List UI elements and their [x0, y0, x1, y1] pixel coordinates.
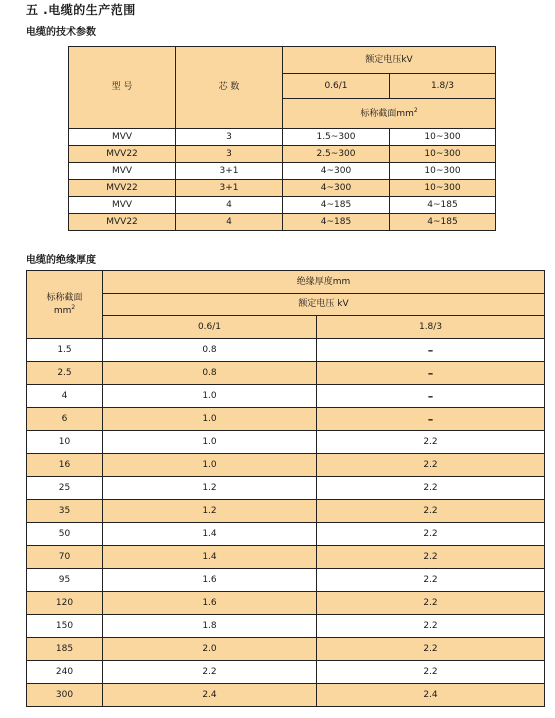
header-cores: 芯 数 [176, 47, 283, 129]
cell-area: 150 [27, 615, 103, 638]
cell-b: 10~300 [390, 146, 496, 163]
cell-model: MVV22 [69, 146, 176, 163]
cell-b: 2.2 [317, 592, 545, 615]
cell-cores: 4 [176, 214, 283, 231]
header-voltage: 额定电压kV [283, 47, 496, 74]
cell-b: 2.2 [317, 638, 545, 661]
table-row [27, 638, 545, 661]
table-row [27, 546, 545, 569]
table-row [69, 129, 496, 146]
cell-area: 2.5 [27, 362, 103, 385]
cell-model: MVV [69, 197, 176, 214]
section-title: 五 .电缆的生产范围 [26, 3, 136, 17]
cell-model: MVV [69, 129, 176, 146]
cell-model: MVV [69, 163, 176, 180]
tech-params-table [68, 46, 496, 231]
cell-b: 2.2 [317, 615, 545, 638]
cell-area: 10 [27, 431, 103, 454]
cell-cores: 3 [176, 129, 283, 146]
header-area: 标称截面$mm^2$ [283, 99, 496, 129]
cell-b: 2.2 [317, 454, 545, 477]
table-row [69, 197, 496, 214]
table-row [69, 163, 496, 180]
cell-area: 240 [27, 661, 103, 684]
table-row [27, 339, 545, 362]
header-voltage-1-8: 1.8/3 [390, 74, 496, 99]
cell-area: 35 [27, 500, 103, 523]
cell-a: 2.0 [103, 638, 317, 661]
cell-area: 50 [27, 523, 103, 546]
table-row [27, 408, 545, 431]
table-row [27, 592, 545, 615]
cell-a: 2.4 [103, 684, 317, 707]
cell-area: 70 [27, 546, 103, 569]
cell-a: 1.5~300 [283, 129, 390, 146]
cell-b: 10~300 [390, 129, 496, 146]
cell-b: 10~300 [390, 163, 496, 180]
cell-a: 1.6 [103, 569, 317, 592]
cell-area: 185 [27, 638, 103, 661]
header-voltage-0-6: 0.6/1 [283, 74, 390, 99]
header-model: 型 号 [69, 47, 176, 129]
cell-a: 4~300 [283, 163, 390, 180]
table-row [27, 661, 545, 684]
table-row [27, 523, 545, 546]
cell-a: 4~300 [283, 180, 390, 197]
cell-area: 120 [27, 592, 103, 615]
cell-b: 10~300 [390, 180, 496, 197]
cell-b: 2.2 [317, 500, 545, 523]
cell-b: 4~185 [390, 214, 496, 231]
cell-a: 0.8 [103, 362, 317, 385]
cell-cores: 3+1 [176, 180, 283, 197]
cell-b: 2.2 [317, 431, 545, 454]
cell-model: MVV22 [69, 214, 176, 231]
cell-b: – [317, 339, 545, 362]
header-voltage: 额定电压 kV [103, 294, 545, 316]
cell-a: 1.2 [103, 477, 317, 500]
cell-b: 2.2 [317, 569, 545, 592]
cell-b: 2.2 [317, 477, 545, 500]
insulation-thickness-table [26, 270, 545, 707]
cell-b: 2.2 [317, 523, 545, 546]
cell-a: 0.8 [103, 339, 317, 362]
cell-b: – [317, 362, 545, 385]
cell-a: 1.4 [103, 523, 317, 546]
cell-area: 25 [27, 477, 103, 500]
header-nominal-area: 标称截面 $mm^2$ [27, 271, 103, 339]
cell-b: – [317, 408, 545, 431]
header-voltage-1-8: 1.8/3 [317, 316, 545, 339]
table-row [27, 454, 545, 477]
cell-a: 1.8 [103, 615, 317, 638]
table-row [27, 684, 545, 707]
table-row [27, 615, 545, 638]
cell-model: MVV22 [69, 180, 176, 197]
table-row [27, 569, 545, 592]
cell-cores: 3+1 [176, 163, 283, 180]
cell-b: 4~185 [390, 197, 496, 214]
cell-cores: 4 [176, 197, 283, 214]
cell-area: 6 [27, 408, 103, 431]
cell-a: 4~185 [283, 197, 390, 214]
cell-a: 1.0 [103, 408, 317, 431]
table-row [27, 362, 545, 385]
cell-b: – [317, 385, 545, 408]
cell-a: 1.6 [103, 592, 317, 615]
cell-a: 2.5~300 [283, 146, 390, 163]
header-voltage-0-6: 0.6/1 [103, 316, 317, 339]
cell-a: 1.0 [103, 385, 317, 408]
cell-a: 1.4 [103, 546, 317, 569]
cell-a: 1.0 [103, 454, 317, 477]
cell-a: 2.2 [103, 661, 317, 684]
cell-area: 300 [27, 684, 103, 707]
cell-cores: 3 [176, 146, 283, 163]
cell-area: 1.5 [27, 339, 103, 362]
cell-b: 2.2 [317, 661, 545, 684]
header-thickness: 绝缘厚度mm [103, 271, 545, 294]
table-row [27, 477, 545, 500]
table-row [69, 180, 496, 197]
table-row [27, 431, 545, 454]
table2-heading: 电缆的绝缘厚度 [26, 255, 96, 266]
table-row [27, 500, 545, 523]
table-row [69, 214, 496, 231]
cell-area: 16 [27, 454, 103, 477]
table-row [27, 385, 545, 408]
cell-area: 95 [27, 569, 103, 592]
cell-a: 4~185 [283, 214, 390, 231]
table-row [69, 146, 496, 163]
cell-a: 1.0 [103, 431, 317, 454]
cell-area: 4 [27, 385, 103, 408]
table1-heading: 电缆的技术参数 [26, 27, 96, 38]
cell-b: 2.4 [317, 684, 545, 707]
cell-a: 1.2 [103, 500, 317, 523]
cell-b: 2.2 [317, 546, 545, 569]
